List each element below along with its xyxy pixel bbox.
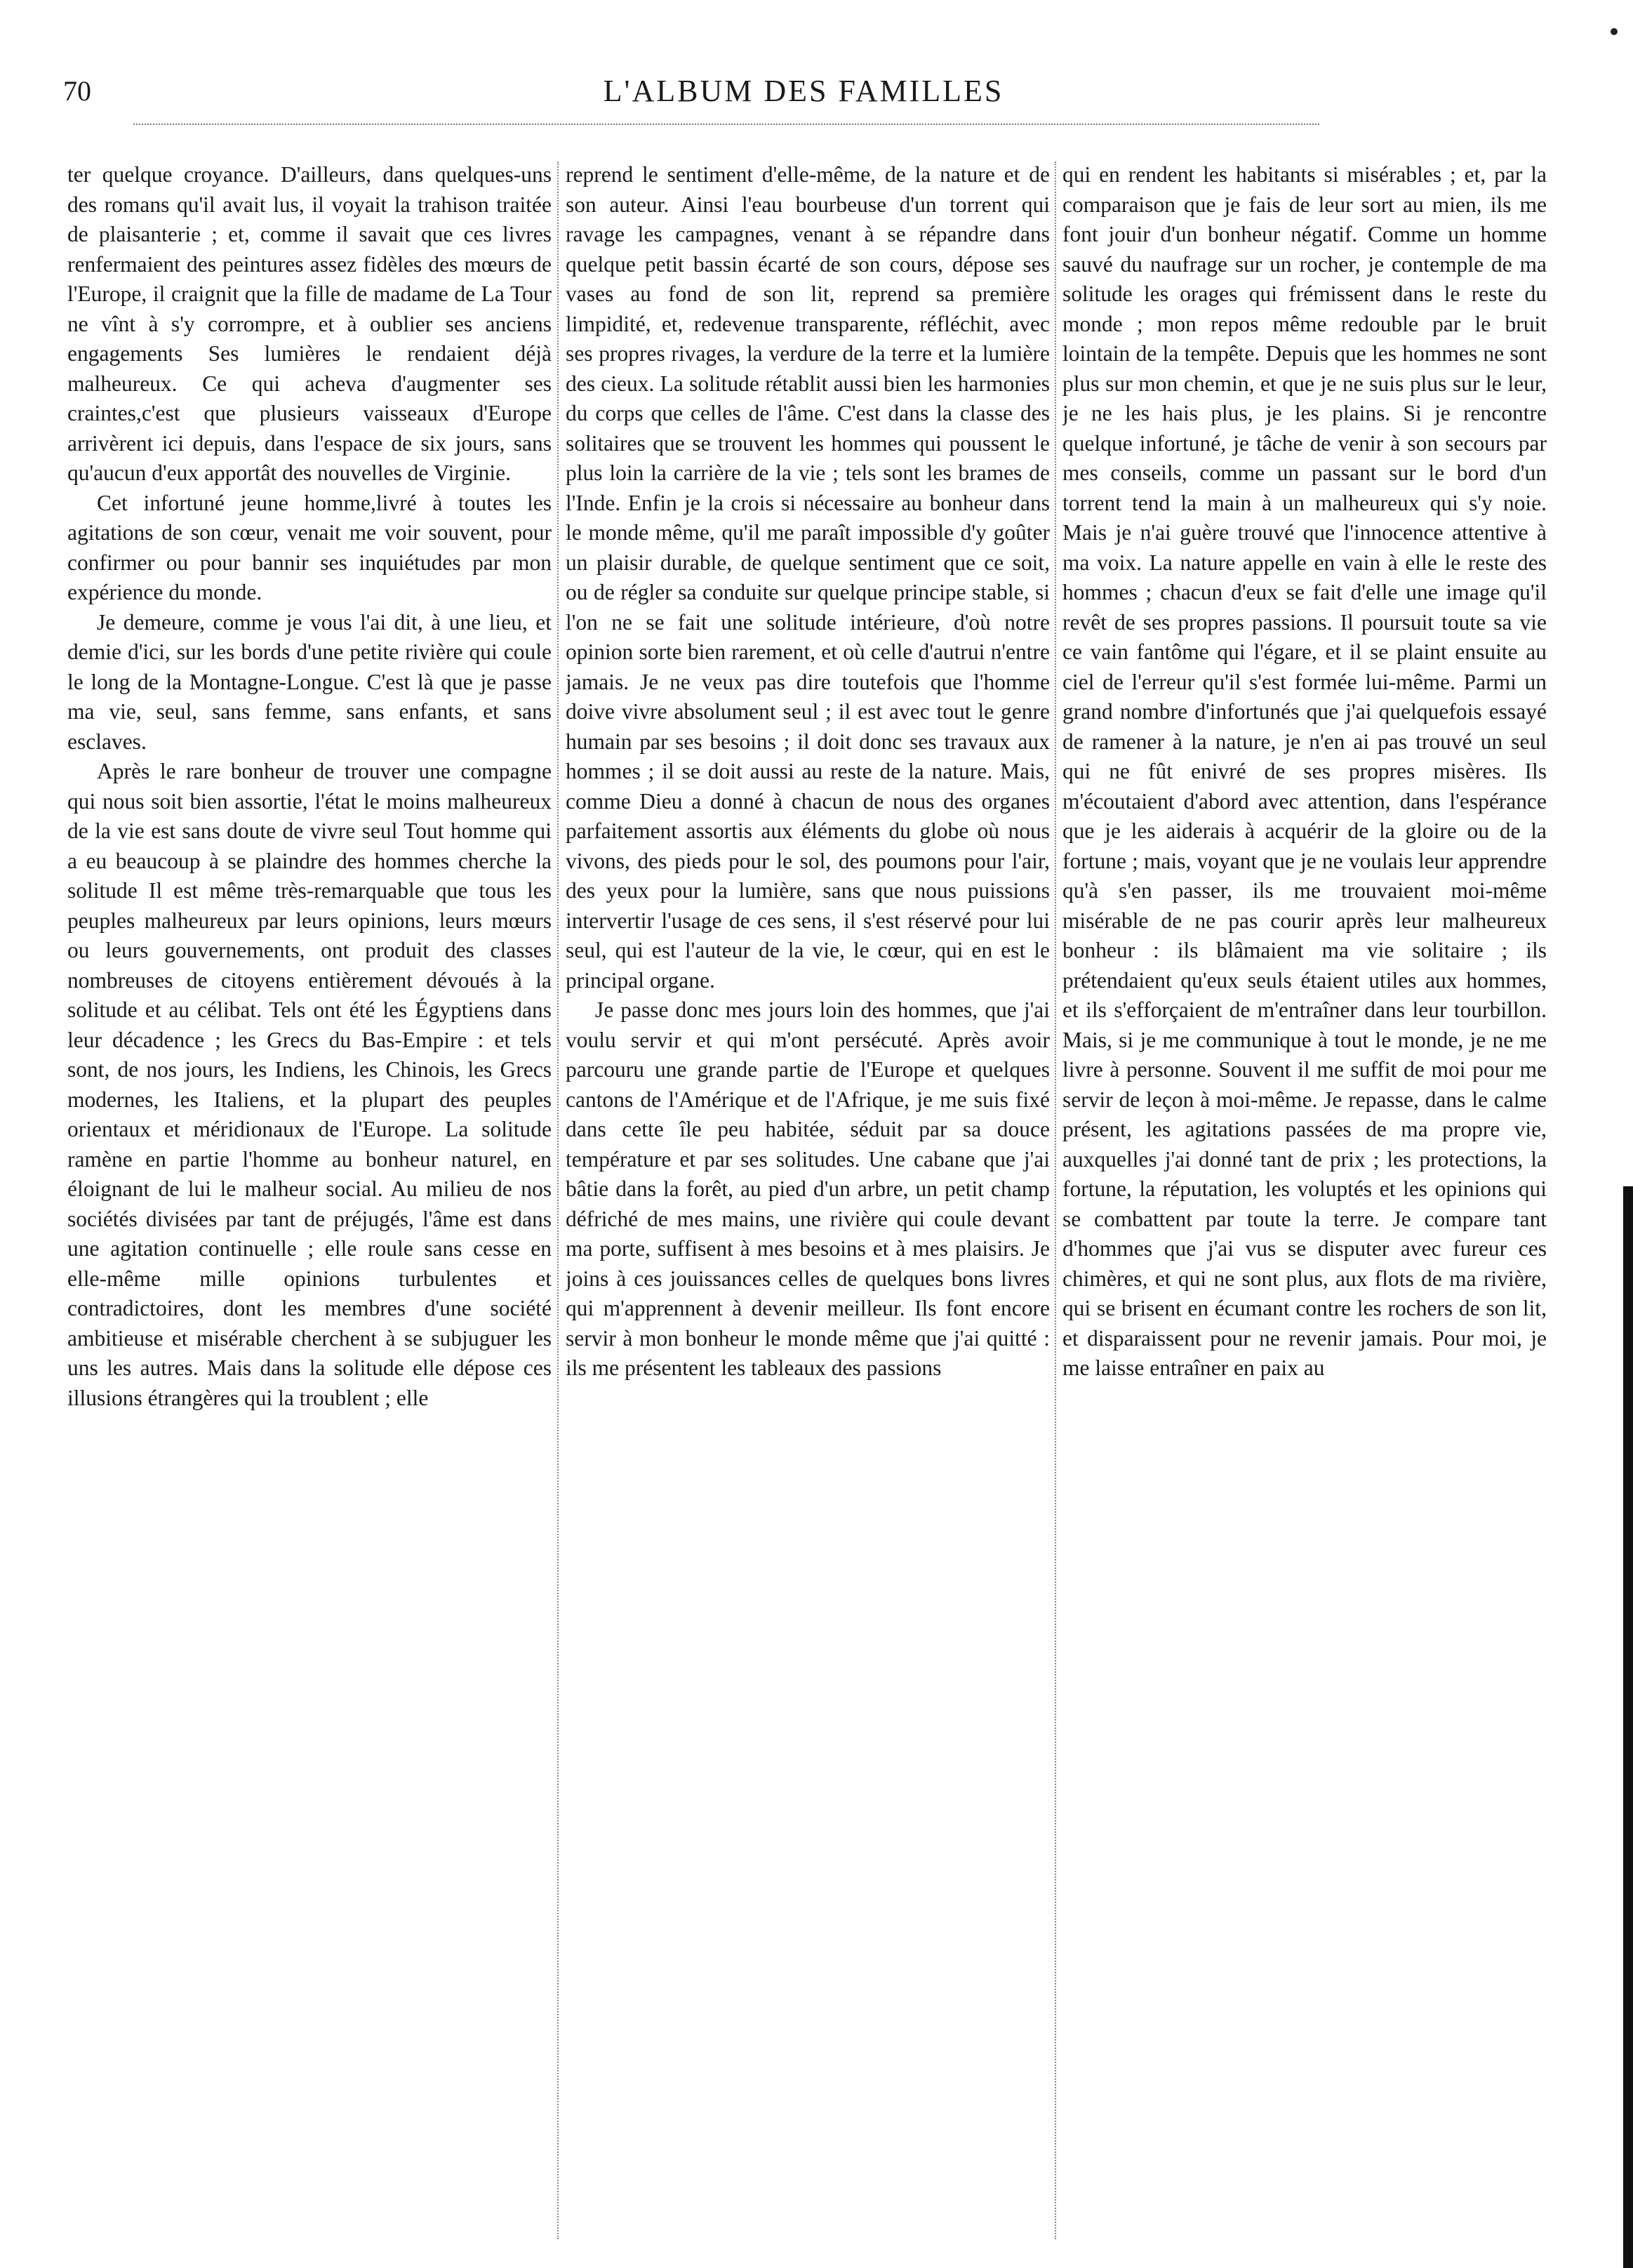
paragraph: reprend le sentiment d'elle-même, de la nature et de son auteur. Ainsi l'eau bourbeuse d'un torrent qui ravage les campagnes, venant à se répandre dans quelque petit bassin écarté de son cours, dépose ses vases au fond de son lit, reprend sa première limpidité, et, redevenue transparente, réfléchit, avec ses propres rivages, la verdure de la terre et la lumière des cieux. La solitude rétablit aussi bien les harmonies du corps que celles de l'âme. C'est dans la classe des solitaires que se trouvent les hommes qui poussent le plus loin la carrière de la vie ; tels sont les brames de l'Inde. Enfin je la crois si nécessaire au bonheur dans le monde même, qu'il me paraît impossible d'y goûter un plaisir durable, de quelque sentiment que ce soit, ou de régler sa conduite sur quelque principe stable, si l'on ne se fait une solitude intérieure, d'où notre opinion sorte bien rarement, et où celle d'autrui n'entre jamais. Je ne veux pas dire toutefois que l'homme doive vivre absolument seul ; il est avec tout le genre humain par ses besoins ; il doit donc ses travaux aux hommes ; il se doit aussi au reste de la nature. Mais, comme Dieu a donné à chacun de nous des organes parfaitement assortis aux éléments du globe où nous vivons, des pieds pour le sol, des poumons pour l'air, des yeux pour la lumière, sans que nous puissions intervertir l'usage de ces sens, il s'est réservé pour lui seul, qui est l'auteur de la vie, le cœur, qui en est le principal organe. xyxy=(566,162,1050,993)
paragraph: Je passe donc mes jours loin des hommes, que j'ai voulu servir et qui m'ont persécuté. Après avoir parcouru une grande partie de l'Europe et quelques cantons de l'Amérique et de l'Afrique, je me suis fixé dans cette île peu habitée, séduit par sa douce température et par ses solitudes. Une cabane que j'ai bâtie dans la forêt, au pied d'un arbre, un petit champ défriché de mes mains, une rivière qui coule devant ma porte, suffisent à mes besoins et à mes plaisirs. Je joins à ces jouissances celles de quelques bons livres qui m'apprennent à devenir meilleur. Ils font encore servir à mon bonheur le monde même que j'ai quitté : ils me présentent les tableaux des passions xyxy=(566,997,1050,1380)
column-divider xyxy=(557,161,559,2239)
text-column-3 xyxy=(1062,160,1547,2238)
header-divider xyxy=(133,124,1319,125)
paragraph: Je demeure, comme je vous l'ai dit, à une lieu, et demie d'ici, sur les bords d'une petite rivière qui coule le long de la Montagne-Longue. C'est là que je passe ma vie, seul, sans femme, sans enfants, et sans esclaves. xyxy=(67,609,552,754)
paragraph: Cet infortuné jeune homme,livré à toutes les agitations de son cœur, venait me voir souvent, pour confirmer ou pour bannir ses inquiétudes par mon expérience du monde. xyxy=(67,490,552,604)
scan-edge-shadow xyxy=(1623,1186,1633,2268)
running-title: L'ALBUM DES FAMILLES xyxy=(603,74,1004,108)
column-divider xyxy=(1055,161,1056,2239)
text-column-1 xyxy=(67,160,552,2238)
page-header xyxy=(63,67,1544,124)
text-column-2 xyxy=(566,160,1050,2238)
page-number: 70 xyxy=(63,75,91,107)
scan-mark xyxy=(1611,28,1618,35)
paragraph: qui en rendent les habitants si misérables ; et, par la comparaison que je fais de leur sort au mien, ils me font jouir d'un bonheur négatif. Comme un homme sauvé du naufrage sur un rocher, je contemple de ma solitude les orages qui frémissent dans le reste du monde ; mon repos même redouble par le bruit lointain de la tempête. Depuis que les hommes ne sont plus sur mon chemin, et que je ne suis plus sur le leur, je ne les hais plus, je les plains. Si je rencontre quelque infortuné, je tâche de venir à son secours par mes conseils, comme un passant sur le bord d'un torrent tend la main à un malheureux qui s'y noie. Mais je n'ai guère trouvé que l'innocence attentive à ma voix. La nature appelle en vain à elle le reste des hommes ; chacun d'eux se fait d'elle une image qu'il revêt de ses propres passions. Il poursuit toute sa vie ce vain fantôme qui l'égare, et il se plaint ensuite au ciel de l'erreur qu'il s'est formée lui-même. Parmi un grand nombre d'infortunés que j'ai quelquefois essayé de ramener à la nature, je n'en ai pas trouvé un seul qui ne fût enivré de ses propres misères. Ils m'écoutaient d'abord avec attention, dans l'espérance que je les aiderais à acquérir de la gloire ou de la fortune ; mais, voyant que je ne voulais leur apprendre qu'à s'en passer, ils me trouvaient moi-même misérable de ne pas courir après leur malheureux bonheur : ils blâmaient ma vie solitaire ; ils prétendaient qu'eux seuls étaient utiles aux hommes, et ils s'efforçaient de m'entraîner dans leur tourbillon. Mais, si je me communique à tout le monde, je ne me livre à personne. Souvent il me suffit de moi pour me servir de leçon à moi-même. Je repasse, dans le calme présent, les agitations passées de ma propre vie, auxquelles j'ai donné tant de prix ; les protections, la fortune, la réputation, les voluptés et les opinions qui se combattent par toute la terre. Je compare tant d'hommes que j'ai vus se disputer avec fureur ces chimères, et qui ne sont plus, aux flots de ma rivière, qui se brisent en écumant contre les rochers de son lit, et disparaissent pour ne revenir jamais. Pour moi, je me laisse entraîner en paix au xyxy=(1062,162,1547,1380)
paragraph: ter quelque croyance. D'ailleurs, dans quelques-uns des romans qu'il avait lus, il voyait la trahison traitée de plaisanterie ; et, comme il savait que ces livres renfermaient des peintures assez fidèles des mœurs de l'Europe, il craignit que la fille de madame de La Tour ne vînt à s'y corrompre, et à oublier ses anciens engagements Ses lumières le rendaient déjà malheureux. Ce qui acheva d'augmenter ses craintes,c'est que plusieurs vaisseaux d'Europe arrivèrent ici depuis, dans l'espace de six jours, sans qu'aucun d'eux apportât des nouvelles de Virginie. xyxy=(67,162,552,485)
paragraph: Après le rare bonheur de trouver une compagne qui nous soit bien assortie, l'état le moins malheureux de la vie est sans doute de vivre seul Tout homme qui a eu beaucoup à se plaindre des hommes cherche la solitude Il est même très-remarquable que tous les peuples malheureux par leurs opinions, leurs mœurs ou leurs gouvernements, ont produit des classes nombreuses de citoyens entièrement dévoués à la solitude et au célibat. Tels ont été les Égyptiens dans leur décadence ; les Grecs du Bas-Empire : et tels sont, de nos jours, les Indiens, les Chinois, les Grecs modernes, les Italiens, et la plupart des peuples orientaux et méridionaux de l'Europe. La solitude ramène en partie l'homme au bonheur naturel, en éloignant de lui le malheur social. Au milieu de nos sociétés divisées par tant de préjugés, l'âme est dans une agitation continuelle ; elle roule sans cesse en elle-même mille opinions turbulentes et contradictoires, dont les membres d'une société ambitieuse et misérable cherchent à se subjuguer les uns les autres. Mais dans la solitude elle dépose ces illusions étrangères qui la troublent ; elle xyxy=(67,759,552,1410)
